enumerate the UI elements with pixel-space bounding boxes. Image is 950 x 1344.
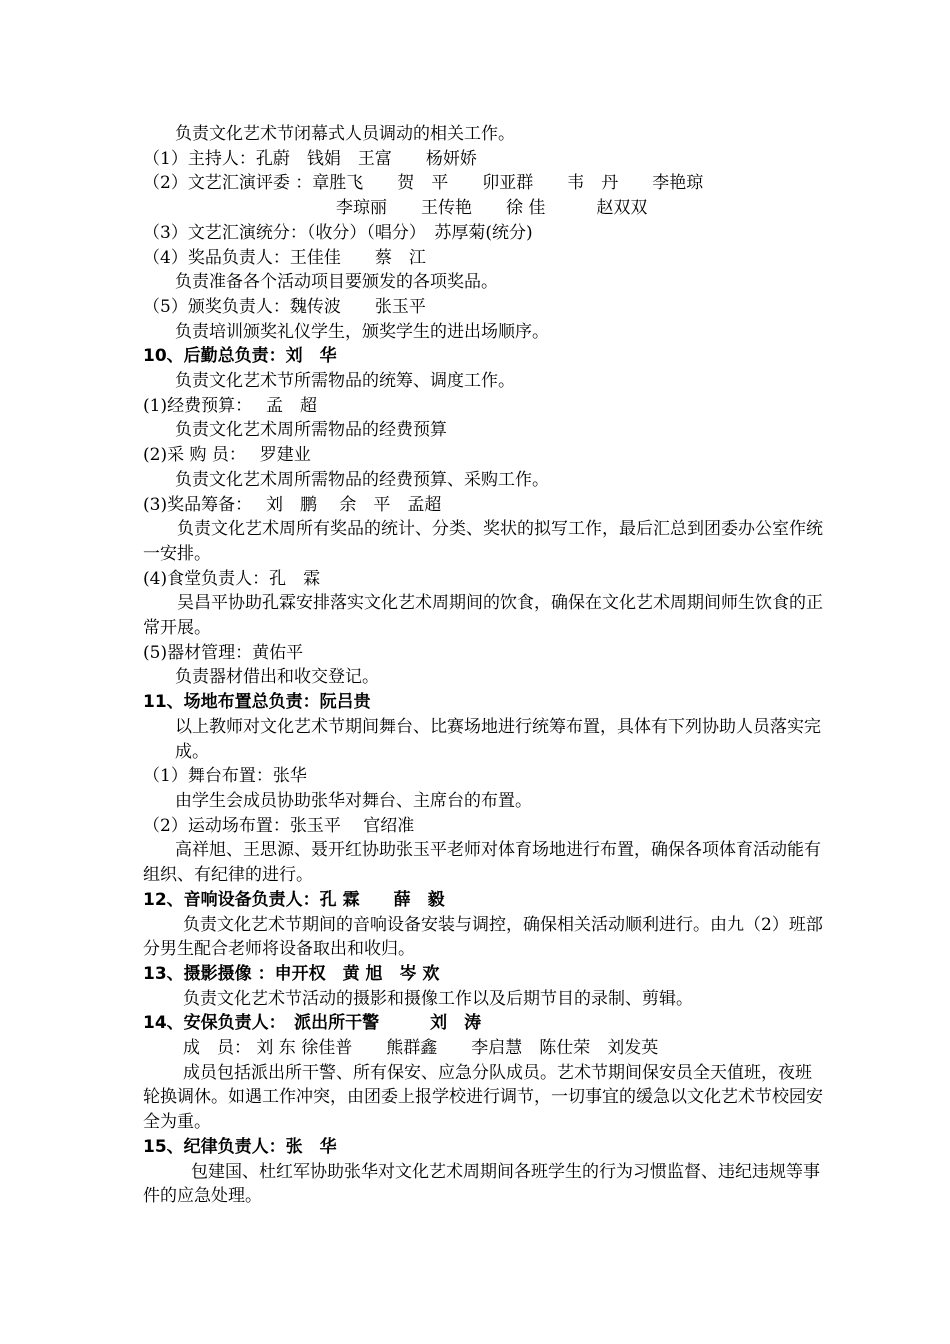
section-heading: 14、安保负责人： 派出所干警 刘 涛 bbox=[143, 1013, 482, 1034]
text-line: 成 员： 刘 东 徐佳普 熊群鑫 李启慧 陈仕荣 刘发英 bbox=[183, 1038, 659, 1059]
text-line: 负责文化艺术周所需物品的经费预算 bbox=[175, 420, 447, 441]
document-body bbox=[143, 122, 823, 1209]
text-line: （5）颁奖负责人：魏传波 张玉平 bbox=[143, 296, 426, 317]
text-line: （1）舞台布置：张华 bbox=[143, 766, 307, 787]
text-line: 负责器材借出和收交登记。 bbox=[175, 667, 379, 688]
text-paragraph: 成员包括派出所干警、所有保安、应急分队成员。艺术节期间保安员全天值班，夜班轮换调休。如遇工作冲突，由团委上报学校进行调节，一切事宜的缓急以文化艺术节校园安全为重。 bbox=[143, 1062, 823, 1133]
text-paragraph: 高祥旭、王思源、聂开红协助张玉平老师对体育场地进行布置，确保各项体育活动能有组织、有纪律的进行。 bbox=[143, 840, 821, 886]
text-line: 负责文化艺术节闭幕式人员调动的相关工作。 bbox=[175, 124, 515, 144]
text-line: （3）文艺汇演统分：（收分）（唱分） 苏厚菊(统分) bbox=[143, 222, 533, 243]
section-heading: 13、摄影摄像 ：申开权 黄 旭 岑 欢 bbox=[143, 963, 440, 984]
text-paragraph: 负责文化艺术周所有奖品的统计、分类、奖状的拟写工作，最后汇总到团委办公室作统一安排。 bbox=[143, 519, 823, 564]
text-line: (4)食堂负责人：孔 霖 bbox=[143, 568, 321, 589]
text-paragraph: 包建国、杜红军协助张华对文化艺术周期间各班学生的行为习惯监督、违纪违规等事件的应急处理。 bbox=[143, 1161, 820, 1207]
text-line: （2）运动场布置：张玉平 官绍准 bbox=[143, 815, 415, 836]
text-line: (5)器材管理：黄佑平 bbox=[143, 642, 304, 663]
section-heading: 11、场地布置总负责：阮吕贵 bbox=[143, 692, 371, 713]
text-line: 负责文化艺术周所需物品的经费预算、采购工作。 bbox=[175, 469, 549, 490]
text-paragraph: 负责文化艺术节期间的音响设备安装与调控，确保相关活动顺利进行。由九（2）班部分男生配合老师将设备取出和收归。 bbox=[143, 914, 823, 960]
text-paragraph: 吴昌平协助孔霖安排落实文化艺术周期间的饮食，确保在文化艺术周期间师生饮食的正常开展。 bbox=[143, 593, 823, 639]
text-line: (1)经费预算： 孟 超 bbox=[143, 395, 317, 416]
section-heading: 10、后勤总负责：刘 华 bbox=[143, 346, 337, 367]
text-line: （1）主持人：孔蔚 钱娟 王富 杨妍娇 bbox=[143, 148, 477, 169]
section-heading: 12、音响设备负责人：孔 霖 薛 毅 bbox=[143, 889, 445, 910]
text-line: （4）奖品负责人：王佳佳 蔡 江 bbox=[143, 247, 426, 268]
text-line: (3)奖品筹备： 刘 鹏 余 平 孟超 bbox=[143, 494, 442, 515]
text-line: 李琼丽 王传艳 徐 佳 赵双双 bbox=[336, 198, 648, 219]
text-line: (2)采 购 员： 罗建业 bbox=[143, 445, 311, 466]
text-paragraph: 以上教师对文化艺术节期间舞台、比赛场地进行统筹布置，具体有下列协助人员落实完成。 bbox=[175, 716, 821, 762]
text-line: 由学生会成员协助张华对舞台、主席台的布置。 bbox=[175, 790, 532, 811]
text-line: 负责文化艺术节活动的摄影和摄像工作以及后期节目的录制、剪辑。 bbox=[183, 988, 693, 1009]
text-line: （2）文艺汇演评委 ：章胜飞 贺 平 卯亚群 韦 丹 李艳琼 bbox=[143, 173, 704, 194]
text-line: 负责培训颁奖礼仪学生，颁奖学生的进出场顺序。 bbox=[175, 321, 549, 342]
text-line: 负责文化艺术节所需物品的统筹、调度工作。 bbox=[175, 371, 515, 392]
text-line: 负责准备各个活动项目要颁发的各项奖品。 bbox=[175, 272, 498, 293]
section-heading: 15、纪律负责人：张 华 bbox=[143, 1136, 337, 1157]
